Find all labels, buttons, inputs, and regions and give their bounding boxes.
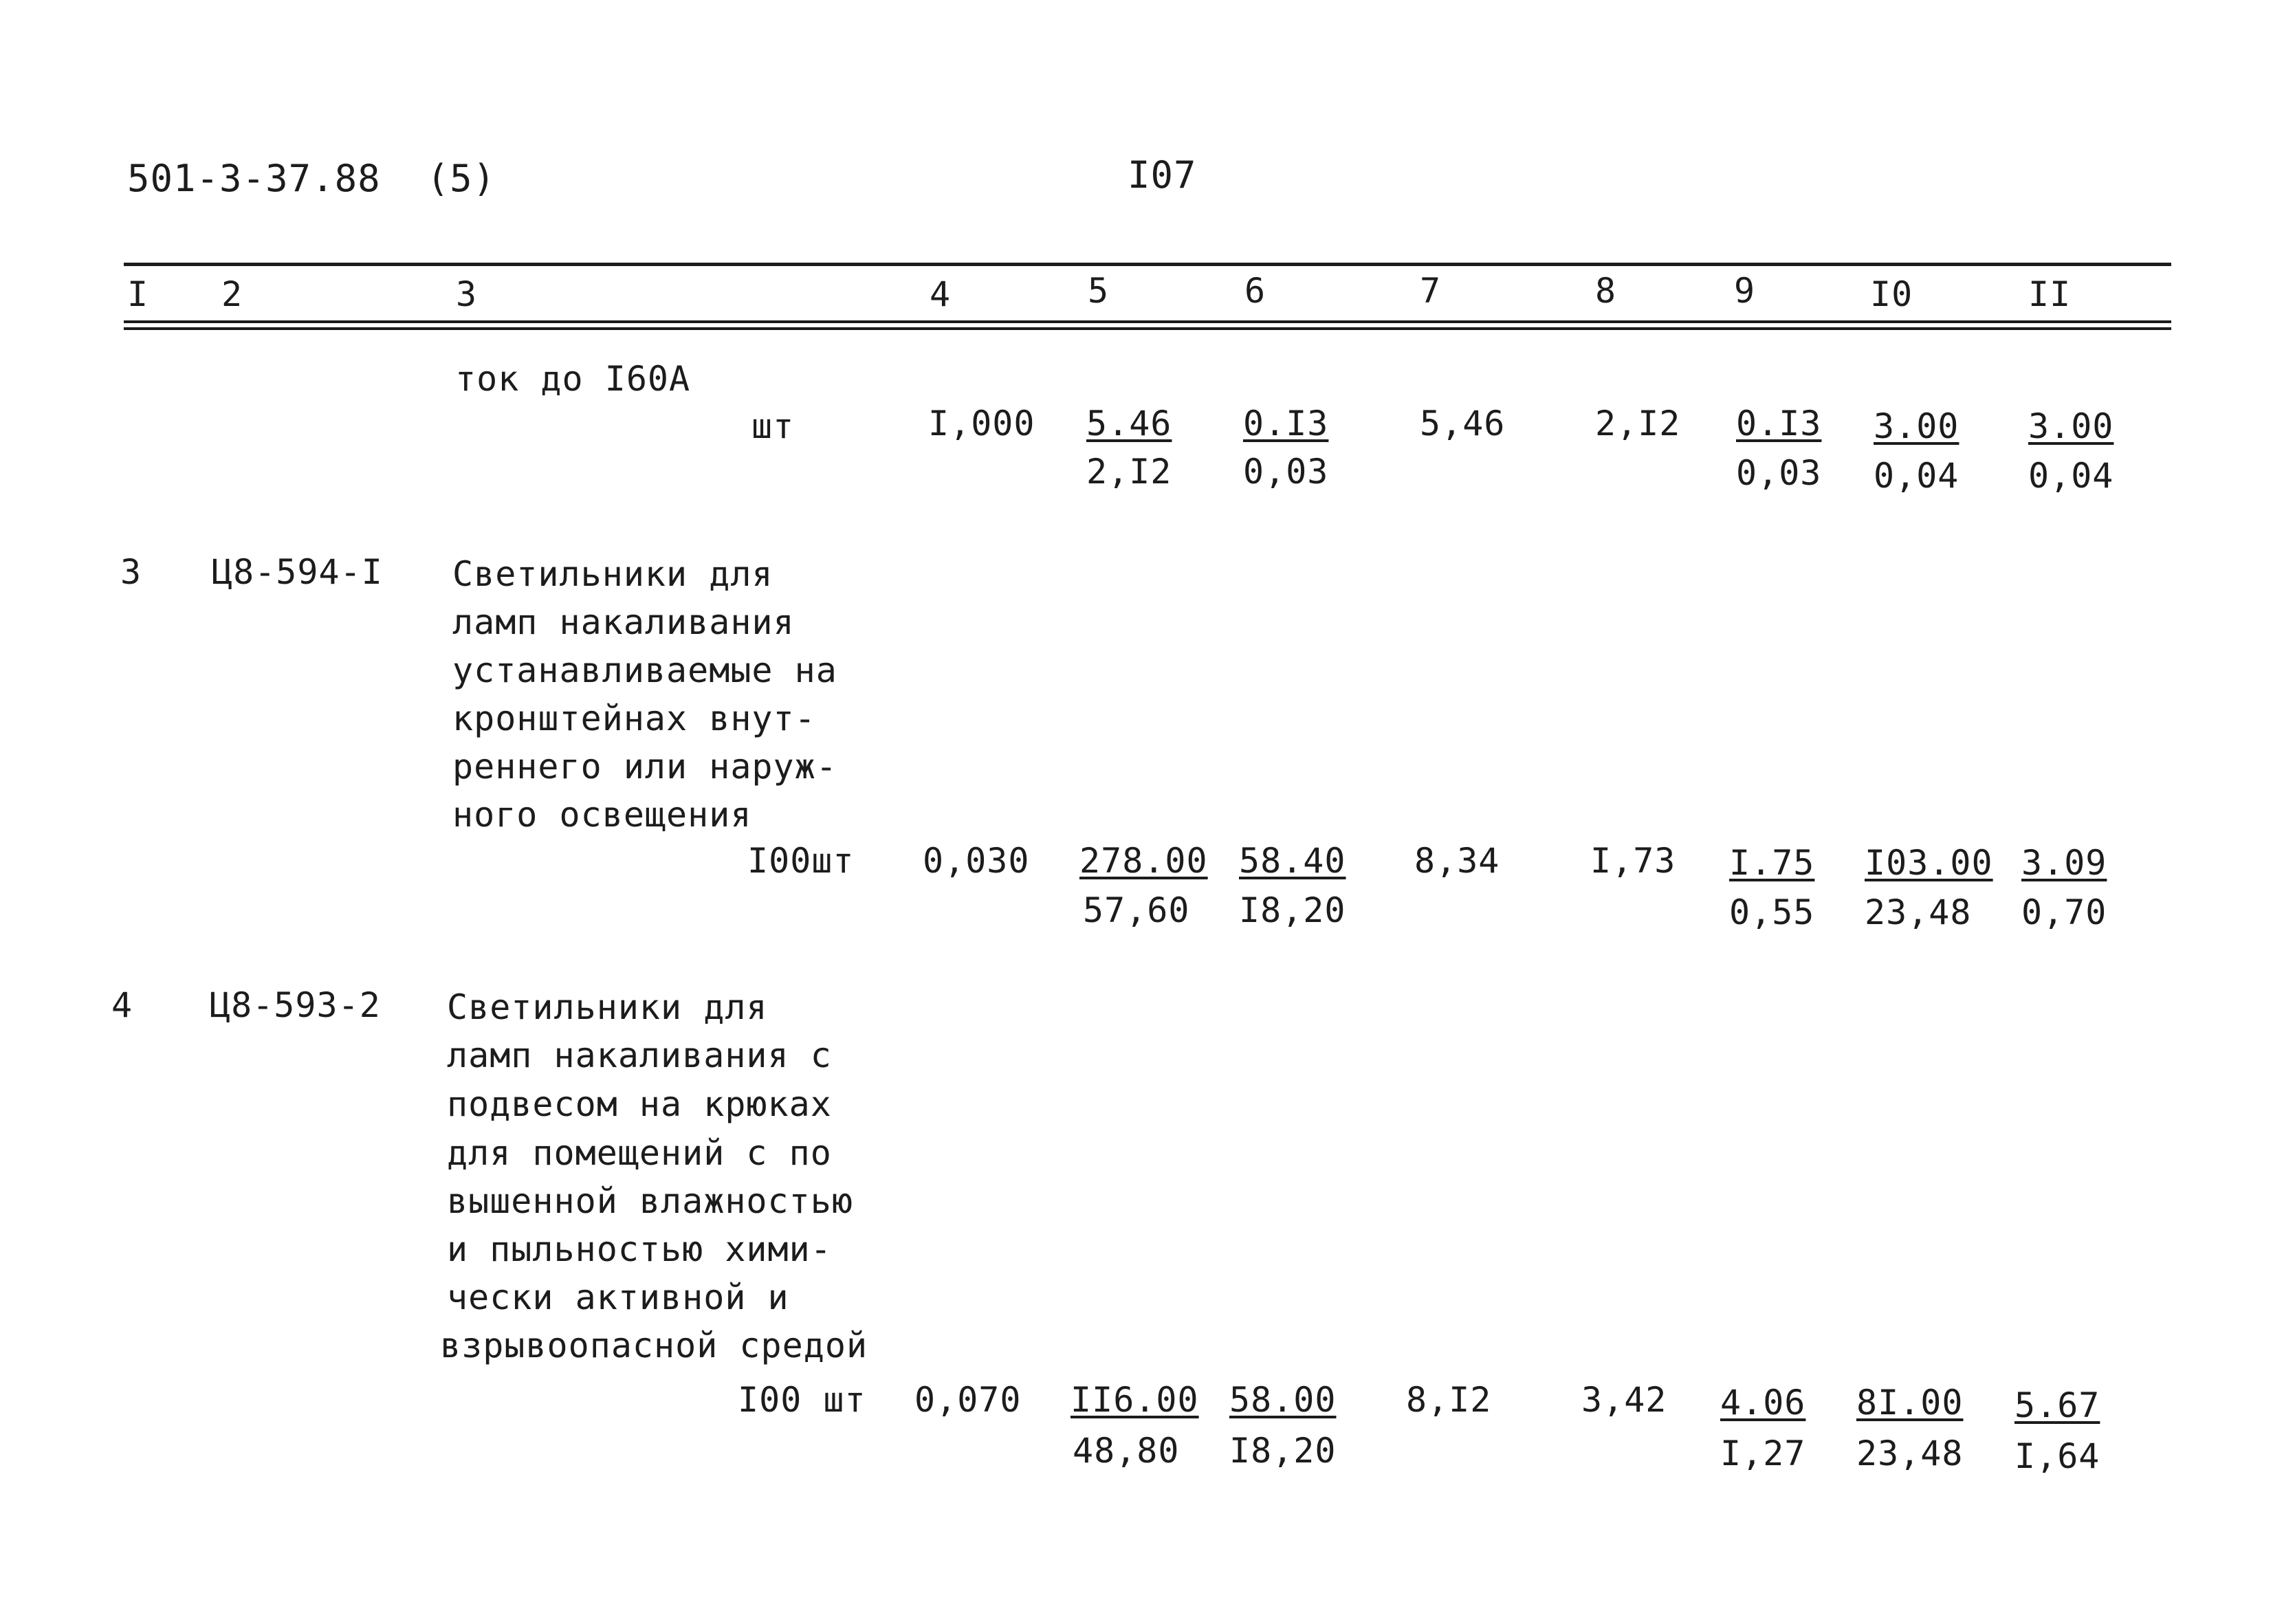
col-header-10: I0 bbox=[1870, 274, 1913, 314]
col11-bottom-value: 0,70 bbox=[2021, 892, 2107, 932]
col6-top-value: 0.I3 bbox=[1243, 404, 1329, 443]
col6-bottom-value: I8,20 bbox=[1229, 1431, 1337, 1471]
description-line: устанавливаемые на bbox=[452, 650, 837, 690]
description-line: реннего или наруж- bbox=[452, 747, 837, 787]
col10-top-value: 8I.00 bbox=[1856, 1383, 1964, 1423]
col10-top-value: 3.00 bbox=[1874, 406, 1959, 446]
row-quantity: I,000 bbox=[928, 404, 1035, 443]
row-number: 4 bbox=[111, 985, 133, 1025]
row-code: Ц8-594-I bbox=[212, 552, 383, 592]
col9-top-value: 0.I3 bbox=[1736, 404, 1822, 443]
description-line: Светильники для bbox=[447, 987, 768, 1027]
table-top-rule bbox=[124, 263, 2171, 266]
col-header-7: 7 bbox=[1420, 271, 1442, 311]
row-unit: шт bbox=[751, 406, 795, 446]
description-line: вышенной влажностью bbox=[447, 1181, 853, 1221]
description-line: ламп накаливания bbox=[452, 602, 795, 642]
description-line: чески активной и bbox=[447, 1277, 789, 1317]
description-line: и пыльностью хими- bbox=[447, 1229, 832, 1269]
page-number: I07 bbox=[1128, 153, 1197, 197]
col10-top-value: I03.00 bbox=[1865, 843, 1993, 883]
col11-top-value: 3.09 bbox=[2021, 843, 2107, 883]
col5-bottom-value: 48,80 bbox=[1073, 1431, 1180, 1471]
col10-bottom-value: 23,48 bbox=[1856, 1434, 1964, 1473]
col9-bottom-value: I,27 bbox=[1720, 1434, 1806, 1473]
col9-bottom-value: 0,03 bbox=[1736, 453, 1822, 493]
col-header-2: 2 bbox=[221, 274, 243, 314]
description-line: ламп накаливания с bbox=[447, 1035, 832, 1075]
col-header-5: 5 bbox=[1088, 271, 1110, 311]
description-line: подвесом на крюках bbox=[447, 1084, 832, 1124]
col11-top-value: 3.00 bbox=[2028, 406, 2114, 446]
description-line: ного освещения bbox=[452, 795, 752, 835]
col5-top-value: 5.46 bbox=[1086, 404, 1172, 443]
description-line: взрывоопасной средой bbox=[440, 1326, 868, 1365]
col6-top-value: 58.40 bbox=[1239, 841, 1346, 881]
col5-top-value: II6.00 bbox=[1070, 1380, 1199, 1420]
col-header-3: 3 bbox=[456, 274, 478, 314]
description-line: для помещений с по bbox=[447, 1133, 832, 1173]
col5-bottom-value: 2,I2 bbox=[1086, 452, 1172, 492]
col6-top-value: 58.00 bbox=[1229, 1380, 1337, 1420]
col11-bottom-value: I,64 bbox=[2014, 1436, 2100, 1476]
col7-value: 8,I2 bbox=[1406, 1380, 1492, 1420]
col-header-9: 9 bbox=[1734, 271, 1756, 311]
row-quantity: 0,030 bbox=[923, 841, 1030, 881]
col8-value: I,73 bbox=[1590, 841, 1676, 881]
col-header-6: 6 bbox=[1244, 271, 1266, 311]
col11-top-value: 5.67 bbox=[2014, 1385, 2100, 1425]
col11-bottom-value: 0,04 bbox=[2028, 456, 2114, 496]
col5-top-value: 278.00 bbox=[1079, 841, 1208, 881]
col8-value: 2,I2 bbox=[1595, 404, 1681, 443]
row-unit: I00 шт bbox=[738, 1380, 866, 1420]
col-header-1: I bbox=[127, 274, 149, 314]
col6-bottom-value: 0,03 bbox=[1243, 452, 1329, 492]
col-header-8: 8 bbox=[1595, 271, 1617, 311]
col7-value: 5,46 bbox=[1420, 404, 1506, 443]
col9-top-value: 4.06 bbox=[1720, 1383, 1806, 1423]
col9-top-value: I.75 bbox=[1729, 843, 1815, 883]
row-quantity: 0,070 bbox=[914, 1380, 1022, 1420]
row-number: 3 bbox=[120, 552, 142, 592]
description-line: Светильники для bbox=[452, 554, 773, 594]
col8-value: 3,42 bbox=[1581, 1380, 1667, 1420]
col6-bottom-value: I8,20 bbox=[1239, 890, 1346, 930]
row-description: ток до I60А bbox=[455, 359, 691, 399]
col10-bottom-value: 0,04 bbox=[1874, 456, 1959, 496]
table-header-rule-upper bbox=[124, 320, 2171, 323]
document-code: 501-3-37.88 (5) bbox=[127, 157, 496, 200]
table-header-rule-lower bbox=[124, 327, 2171, 330]
col-header-4: 4 bbox=[930, 274, 952, 314]
col5-bottom-value: 57,60 bbox=[1083, 890, 1190, 930]
col10-bottom-value: 23,48 bbox=[1865, 892, 1972, 932]
row-unit: I00шт bbox=[747, 841, 855, 881]
col-header-11: II bbox=[2028, 274, 2072, 314]
row-code: Ц8-593-2 bbox=[210, 985, 381, 1025]
col7-value: 8,34 bbox=[1414, 841, 1500, 881]
description-line: кронштейнах внут- bbox=[452, 699, 816, 738]
col9-bottom-value: 0,55 bbox=[1729, 892, 1815, 932]
